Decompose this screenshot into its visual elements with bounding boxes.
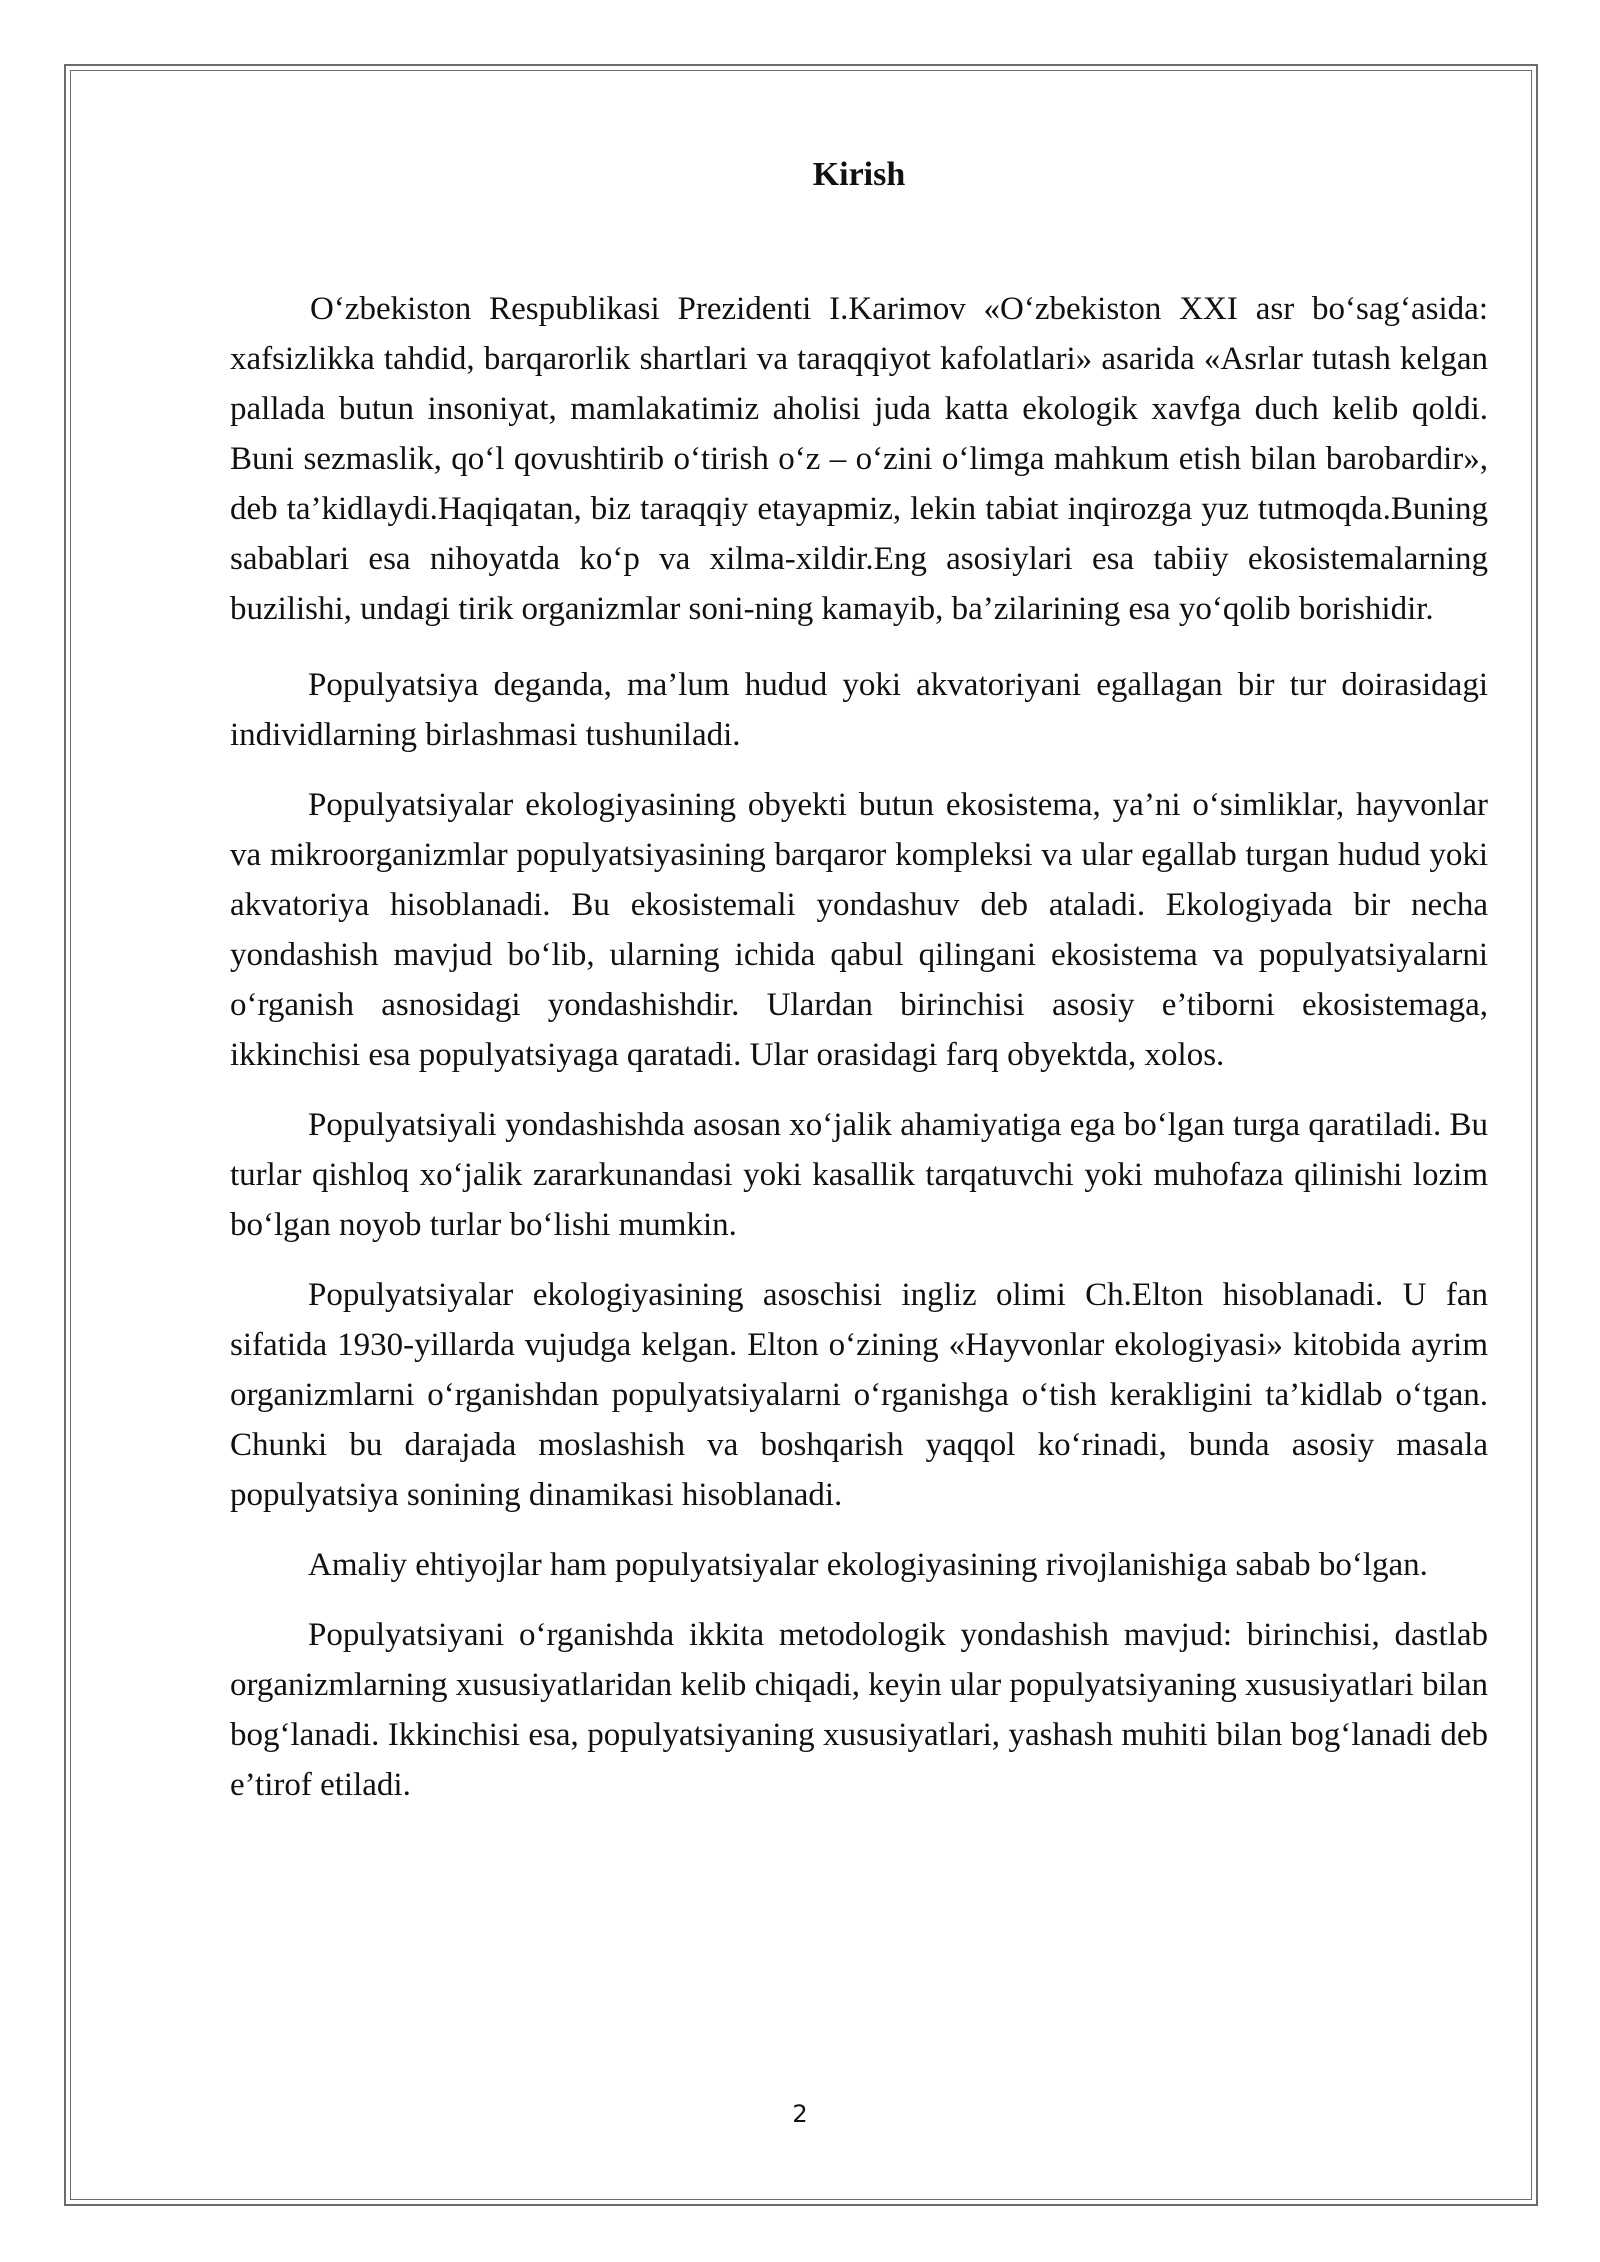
paragraph: Populyatsiyani o‘rganishda ikkita metodologik yondashish mavjud: birinchisi, dastlab organizmlarning xususiyatlaridan kelib chiqadi, keyin ular populyatsiyaning xususiyatlari bilan bog‘lanadi. Ikkinchisi esa, populyatsiyaning xususiyatlari, yashash muhiti bilan bog‘lanadi deb e’tirof etiladi. — [230, 1617, 1488, 1803]
paragraph: Populyatsiya deganda, ma’lum hudud yoki akvatoriyani egallagan bir tur doirasidagi individlarning birlashmasi tushuniladi. — [230, 667, 1488, 753]
page-number: 2 — [792, 2100, 808, 2128]
paragraph: Populyatsiyalar ekologiyasining obyekti butun ekosistema, ya’ni o‘simliklar, hayvonlar va mikroorganizmlar populyatsiyasining barqaror kompleksi va ular egallab turgan hudud yoki akvatoriya hisoblanadi. Bu ekosistemali yondashuv deb ataladi. Ekologiyada bir necha yondashish mavjud bo‘lib, ularning ichida qabul qilingani ekosistema va populyatsiyalarni o‘rganish asnosidagi yondashishdir. Ulardan birinchisi asosiy e’tiborni ekosistemaga, ikkinchisi esa populyatsiyaga qaratadi. Ular orasidagi farq obyektda, xolos. — [230, 787, 1488, 1073]
paragraph: O‘zbekiston Respublikasi Prezidenti I.Karimov «O‘zbekiston XXI asr bo‘sag‘asida: xafsizlikka tahdid, barqarorlik shartlari va taraqqiyot kafolatlari» asarida «Asrlar tutash kelgan pallada butun insoniyat, mamlakatimiz aholisi juda katta ekologik xavfga duch kelib qoldi. Buni sezmaslik, qo‘l qovushtirib o‘tirish o‘z – o‘zini o‘limga mahkum etish bilan barobardir», deb ta’kidlaydi.Haqiqatan, biz taraqqiy etayapmiz, lekin tabiat inqirozga yuz tutmoqda.Buning sabablari esa nihoyatda ko‘p va xilma-xildir.Eng asosiylari esa tabiiy ekosistemalarning buzilishi, undagi tirik organizmlar soni-ning kamayib, ba’zilarining esa yo‘qolib borishidir. — [230, 291, 1488, 627]
paragraph: Amaliy ehtiyojlar ham populyatsiyalar ekologiyasining rivojlanishiga sabab bo‘lgan. — [308, 1547, 1428, 1583]
page-content — [230, 150, 1488, 1830]
page-title: Kirish — [812, 156, 906, 193]
paragraph: Populyatsiyali yondashishda asosan xo‘jalik ahamiyatiga ega bo‘lgan turga qaratiladi. Bu turlar qishloq xo‘jalik zararkunandasi yoki kasallik tarqatuvchi yoki muhofaza qilinishi lozim bo‘lgan noyob turlar bo‘lishi mumkin. — [230, 1107, 1488, 1243]
paragraph: Populyatsiyalar ekologiyasining asoschisi ingliz olimi Ch.Elton hisoblanadi. U fan sifatida 1930-yillarda vujudga kelgan. Elton o‘zining «Hayvonlar ekologiyasi» kitobida ayrim organizmlarni o‘rganishdan populyatsiyalarni o‘rganishga o‘tish kerakligini ta’kidlab o‘tgan. Chunki bu darajada moslashish va boshqarish yaqqol ko‘rinadi, bunda asosiy masala populyatsiya sonining dinamikasi hisoblanadi. — [230, 1277, 1488, 1513]
